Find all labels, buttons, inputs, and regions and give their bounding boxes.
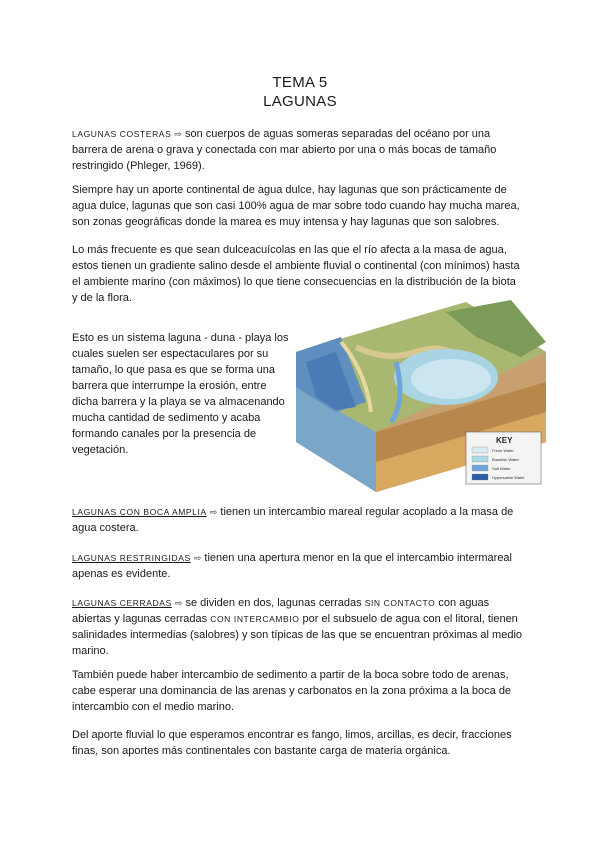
term-con-intercambio: CON INTERCAMBIO <box>210 614 300 624</box>
figure-key-item: Salt Water <box>492 466 511 471</box>
arrow-icon: ⇨ <box>174 129 182 139</box>
page-subtitle: LAGUNAS <box>263 93 337 110</box>
paragraph-sistema-laguna: Esto es un sistema laguna - duna - playa los cuales suelen ser espectaculares por su tamaño, lo que pasa es que se forma una barrera que interrumpe la erosión, entre dicha barrera y la playa se va almacenando mucha cantidad de sedimento y acaba formando canales por la presencia de vegetación. <box>72 332 289 456</box>
term-sin-contacto: SIN CONTACTO <box>364 598 436 608</box>
figure-key-title: KEY <box>496 436 513 445</box>
paragraph-dulceacuicolas: Lo más frecuente es que sean dulceacuícolas en las que el río afecta a la masa de agua, estos tienen un gradiente salino desde el ambiente fluvial o continental (con mínimos) hasta el ambiente marino (con máximos) lo que tiene consecuencias en la distribución de la biota y de la flora. <box>72 244 520 304</box>
paragraph-text: por el subsuelo de agua con el litoral, tienen salinidades intermedias (salobres) y son típicas de las que se encuentran próximas al medio marino. <box>72 613 523 657</box>
paragraph-boca-amplia <box>72 504 524 536</box>
lagoon-block-diagram <box>296 292 546 492</box>
paragraph-aporte-continental: Siempre hay un aporte continental de agua dulce, hay lagunas que son prácticamente de agua dulce, lagunas que son casi 100% agua de mar sobre todo cuando hay mucha marea, son zonas geográficas donde la marea es muy intensa y hay lagunas que son salobres. <box>72 184 520 228</box>
paragraph-lagunas-costeras <box>72 126 524 174</box>
arrow-icon: ⇨ <box>174 598 183 608</box>
paragraph-intercambio-sedimento: También puede haber intercambio de sedimento a partir de la boca sobre todo de arenas, cabe esperar una dominancia de las arenas y carbonatos en la zona próxima a la boca de intercambio con el medio marino. <box>72 669 512 713</box>
paragraph-text: se dividen en dos, lagunas cerradas <box>185 597 362 609</box>
term-cerradas: LAGUNAS CERRADAS <box>72 598 172 608</box>
paragraph-text: con aguas abiertas y lagunas cerradas <box>72 597 490 625</box>
term-boca-amplia: LAGUNAS CON BOCA AMPLIA <box>72 507 207 517</box>
term-restringidas: LAGUNAS RESTRINGIDAS <box>72 553 191 563</box>
figure-key-item: Brackish Water <box>492 457 519 462</box>
term-lagunas-costeras: LAGUNAS COSTERAS <box>72 129 172 139</box>
arrow-icon: ⇨ <box>209 507 218 517</box>
figure-key-item: Fresh Water <box>492 448 514 453</box>
arrow-icon: ⇨ <box>193 553 202 563</box>
paragraph-text: tienen un intercambio mareal regular acoplado a la masa de agua costera. <box>72 506 514 534</box>
paragraph-cerradas <box>72 595 524 659</box>
page-title: TEMA 5 <box>272 74 328 91</box>
paragraph-aporte-fluvial: Del aporte fluvial lo que esperamos encontrar es fango, limos, arcillas, es decir, fracciones finas, son aportes más continentales con bastante carga de materia orgánica. <box>72 729 512 757</box>
paragraph-text: tienen una apertura menor en la que el intercambio intermareal apenas es evidente. <box>72 552 512 580</box>
figure-key-item: Hypersaline Water <box>492 475 525 480</box>
paragraph-restringidas <box>72 550 524 582</box>
paragraph-text: son cuerpos de aguas someras separadas del océano por una barrera de arena o grava y conectada con mar abierto por una o más bocas de tamaño restringido (Phleger, 1969). <box>72 128 497 172</box>
